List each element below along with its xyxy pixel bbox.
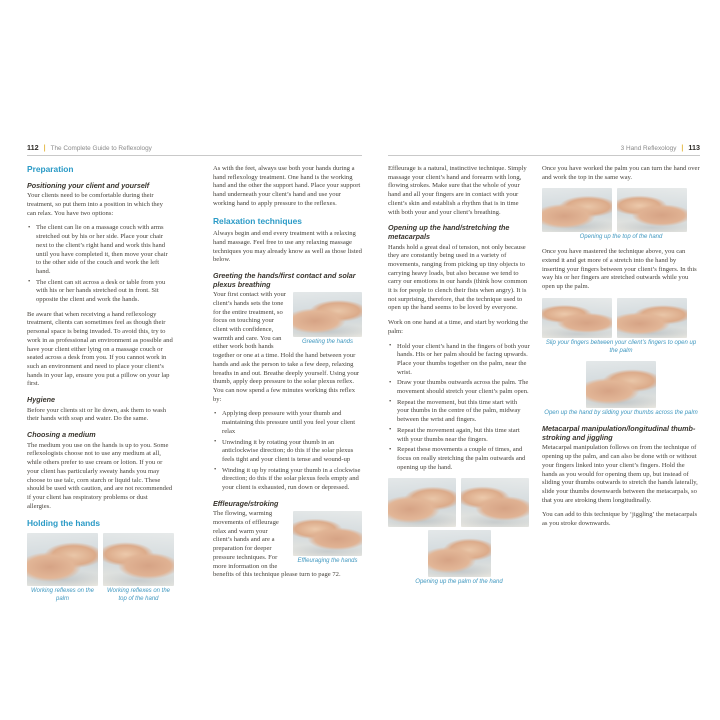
subheading-metacarpal: Metacarpal manipulation/longitudinal thumb-stroking and jiggling	[542, 424, 696, 442]
bullet-item: • Repeat these movements a couple of times, and focus on really stretching the palm outwards and opening up the hand.	[397, 446, 530, 472]
subheading-opening: Opening up the hand/stretching the metacarpals	[388, 223, 510, 241]
section-heading-relaxation: Relaxation techniques	[213, 215, 302, 226]
paragraph: Hands hold a great deal of tension, not only because they are constantly being used in a variety of movements, ranging from picking up tiny objects to carrying heavy loads, but also because we tend to carry our emotions in our hands (think how common it is for people to clench their fists when angry). It is not surprising, therefore, that the technique used to open up the hand seems to be loved by everyone.	[388, 243, 528, 312]
page-number: 113	[688, 143, 700, 152]
header-separator: |	[43, 145, 46, 152]
subheading-positioning: Positioning your client and yourself	[27, 180, 150, 190]
photo-working-reflexes-top	[103, 533, 174, 586]
book-title: The Complete Guide to Reflexology	[50, 145, 152, 152]
photo-caption: Effleuraging the hands	[297, 558, 358, 565]
paragraph: As with the feet, always use both your hands during a hand reflexology treatment. One hand is the working hand and the other the support hand. Place your support hand underneath your client’s hand and use your working hand to apply pressure to the reflexes.	[213, 165, 361, 207]
header-rule	[27, 155, 362, 156]
bullet-item: • Unwinding it by rotating your thumb in an anticlockwise direction; do this if the solar plexus feels tight and your client is tense and wound-up	[222, 439, 362, 465]
subheading-hygiene: Hygiene	[27, 395, 55, 405]
subheading-effleurage: Effleurage/stroking	[213, 498, 279, 508]
right-page-column-1	[388, 165, 530, 587]
photo-slip-fingers-1	[542, 298, 612, 338]
paragraph: Metacarpal manipulation follows on from the technique of opening up the palm, and can also be done with or without your fingers linked into your client’s fingers. Hold the hands as you would for opening them up, but instead of sliding your thumbs outwards to stretch the hands laterally, slide your thumbs downwards between the metacarpals, so that you are stroking them longitudinally.	[542, 444, 698, 504]
bullet-item: • Winding it up by rotating your thumb in a clockwise direction; do this if the solar plexus feels empty and your client is exhausted, run down or depressed.	[222, 467, 362, 493]
photo-row-opening-palm	[388, 478, 530, 527]
page-header	[27, 143, 362, 152]
left-page-column-2	[213, 165, 362, 604]
header-rule	[388, 155, 700, 156]
paragraph: Your first contact with your client’s hands sets the tone for the entire treatment, so focus on touching your client with confidence, warmth and care. You can either work both hands together or one at a time. Hold the hand between your hands and ask the person to take a few deep, relaxing breaths in and out. Breathe deeply yourself. Using your thumb, apply deep pressure to the solar plexus reflex. You can now spend a few minutes working this reflex by:	[213, 291, 360, 403]
section-heading-preparation: Preparation	[27, 164, 74, 174]
paragraph: The flowing, warming movements of effleurage relax and warm your client’s hands and are a preparation for deeper pressure techniques. For more information on the benefits of this technique please turn to page 72.	[213, 510, 341, 579]
bullet-item: • Hold your client’s hand in the fingers of both your hands. His or her palm should be facing upwards. Place your thumbs together on the palm, near the wrist.	[397, 343, 530, 378]
photo-opening-top-2	[617, 188, 687, 232]
effleurage-block	[213, 510, 362, 586]
bullet-item: • The client can sit across a desk or table from you with his or her hands stretched out in front. Sit opposite the client and work the hands.	[36, 279, 173, 305]
left-page-column-1	[27, 165, 173, 604]
photo-caption: Working reflexes on the top of the hand	[106, 588, 171, 602]
photo-row-slip-fingers	[542, 298, 700, 338]
bullet-item: • Applying deep pressure with your thumb and maintaining this pressure until you feel your client relax	[222, 410, 362, 436]
book-page-right	[388, 143, 700, 587]
photo-caption: Greeting the hands	[301, 339, 354, 346]
subheading-medium: Choosing a medium	[27, 430, 96, 440]
header-separator: |	[681, 145, 684, 152]
figure-greeting	[293, 292, 362, 347]
paragraph: Effleurage is a natural, instinctive technique. Simply massage your client’s hand and forearm with long, flowing strokes. Make sure that the whole of your hand and all your fingers are in contact with your client’s skin and establish a rhythm that is in time with both your and your client’s breathing.	[388, 165, 527, 216]
paragraph: Before your clients sit or lie down, ask them to wash their hands with soap and water. Do the same.	[27, 406, 166, 423]
photo-caption: Slip your fingers between your client’s fingers to open up the palm	[545, 339, 697, 354]
paragraph: Once you have worked the palm you can turn the hand over and work the top in the same way.	[542, 165, 700, 181]
figure-effleurage	[293, 511, 362, 566]
bullet-list	[213, 410, 362, 492]
bullet-item: • Draw your thumbs outwards across the palm. The movement should stretch your client’s palm open.	[397, 379, 530, 396]
paragraph: Once you have mastered the technique above, you can extend it and get more of a stretch into the hand by inserting your fingers between your client’s fingers. In this way his or her fingers are stretched outwards while you open up the palm.	[542, 248, 697, 291]
bullet-item: • Repeat the movement, but this time start with your thumbs in the centre of the palm, midway between the wrist and fingers.	[397, 399, 530, 425]
photo-opening-palm-3	[428, 530, 491, 577]
photo-greeting-hands	[293, 292, 362, 337]
greeting-block	[213, 291, 362, 410]
chapter-title: 3 Hand Reflexology	[620, 145, 677, 152]
photo-caption: Opening up the palm of the hand	[415, 579, 503, 586]
photo-working-reflexes-palm	[27, 533, 98, 586]
photo-caption: Open up the hand by sliding your thumbs across the palm	[544, 410, 698, 417]
bullet-item: • The client can lie on a massage couch with arms stretched out by his or her side. Place your chair next to the client’s right hand and work this hand until you have completed it, then move your chair to the other side of the couch and work the left hand.	[36, 224, 173, 276]
bullet-item: • Repeat the movement again, but this time start with your thumbs near the fingers.	[397, 427, 530, 444]
photo-slide-thumbs	[586, 361, 656, 408]
book-page-left	[27, 143, 362, 604]
photo-opening-top-1	[542, 188, 612, 232]
photo-slip-fingers-2	[617, 298, 687, 338]
paragraph: You can add to this technique by ‘jiggling’ the metacarpals as you stroke downwards.	[542, 511, 698, 528]
photo-row-holding	[27, 533, 173, 604]
paragraph: Be aware that when receiving a hand reflexology treatment, clients can sometimes feel as though their personal space is being invaded. To avoid this, try to work in as professional an environment as possible and have your client either lying on a massage couch or seated across a desk from you. If you cannot work in such an environment and need to place your client’s hands in your lap, ensure you put a pillow on your lap first.	[27, 310, 173, 388]
page-number: 112	[27, 143, 39, 152]
photo-caption: Opening up the top of the hand	[579, 234, 663, 241]
photo-opening-palm-2	[461, 478, 529, 527]
photo-effleuraging-hands	[293, 511, 362, 556]
photo-opening-palm-1	[388, 478, 456, 527]
paragraph: Work on one hand at a time, and start by working the palm:	[388, 319, 529, 335]
bullet-list	[388, 343, 530, 473]
page-header	[388, 143, 700, 152]
subheading-greeting: Greeting the hands/first contact and solar plexus breathing	[213, 270, 356, 289]
paragraph: Your clients need to be comfortable during their treatment, so put them into a position in which they can relax. You have two options:	[27, 192, 163, 217]
photo-row-opening-top	[542, 188, 700, 232]
photo-caption: Working reflexes on the palm	[30, 588, 95, 602]
paragraph: Always begin and end every treatment with a relaxing hand massage. Feel free to use any relaxing massage techniques you may already know as well as those listed below.	[213, 230, 362, 264]
right-page-column-2	[542, 165, 700, 587]
bullet-list	[27, 224, 173, 304]
paragraph: The medium you use on the hands is up to you. Some reflexologists choose not to use any medium at all, while others prefer to use cream or lotion. If you or your client has particularly sweaty hands you may choose to use talc, corn starch or liquid talc. These should be used with caution, and are not recommended if your client has respiratory problems or dust allergies.	[27, 441, 173, 510]
section-heading-holding: Holding the hands	[27, 518, 101, 529]
